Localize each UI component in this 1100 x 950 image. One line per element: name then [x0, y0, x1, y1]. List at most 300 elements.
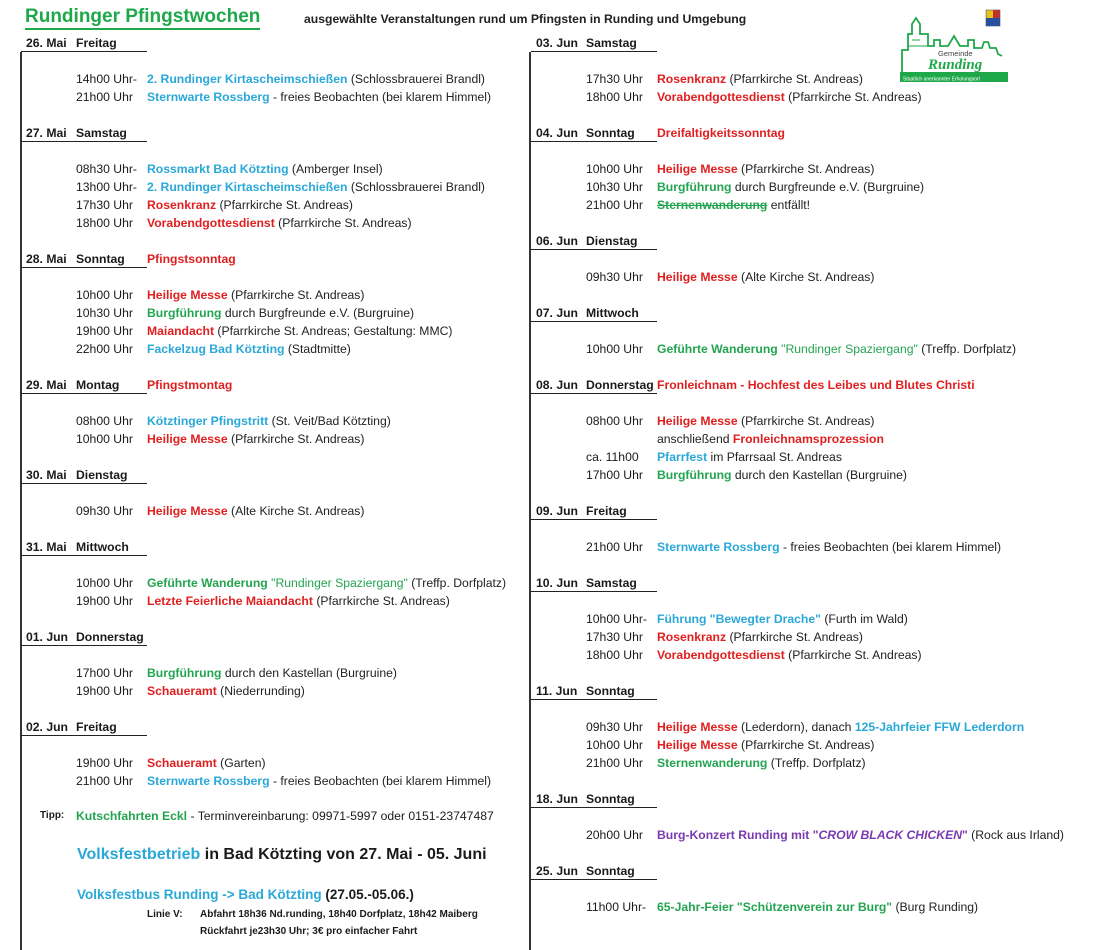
event-text-part: Vorabendgottesdienst: [657, 90, 785, 104]
event-row: [531, 448, 1091, 466]
spacer: [21, 646, 529, 664]
spacer: [531, 52, 1091, 70]
event-text-part: (Pfarrkirche St. Andreas): [784, 648, 922, 662]
event-text-part: (Alte Kirche St. Andreas): [227, 504, 365, 518]
event-text-part: 2. Rundinger Kirtascheimschießen: [147, 180, 348, 194]
event-row: [21, 178, 529, 196]
event-description: [147, 592, 450, 610]
day-header: [531, 790, 1091, 808]
spacer: [531, 484, 1091, 502]
event-description: [147, 286, 364, 304]
event-text-part: Heilige Messe: [147, 288, 228, 302]
spacer: [531, 142, 1091, 160]
volksfest-notice: [77, 846, 487, 864]
event-text-part: Sternwarte Rossberg: [147, 90, 270, 104]
bus-line-label: Linie V:: [147, 909, 183, 920]
spacer: [21, 394, 529, 412]
spacer: [21, 268, 529, 286]
event-row: [531, 610, 1091, 628]
day-date: 01. Jun: [26, 630, 68, 644]
event-description: [147, 754, 266, 772]
event-text-part: (Pfarrkirche St. Andreas): [312, 594, 450, 608]
event-row: [21, 304, 529, 322]
event-time: 08h00 Uhr: [76, 414, 133, 428]
event-text-part: (Pfarrkirche St. Andreas): [737, 162, 875, 176]
day-date: 10. Jun: [536, 576, 578, 590]
event-row: [531, 826, 1091, 844]
event-text-part: - freies Beobachten (bei klarem Himmel): [779, 540, 1002, 554]
event-text-part: Heilige Messe: [147, 504, 228, 518]
event-time: 18h00 Uhr: [76, 216, 133, 230]
spacer: [531, 592, 1091, 610]
day-date: 08. Jun: [536, 378, 578, 392]
event-description: [147, 772, 491, 790]
event-row: [21, 664, 529, 682]
event-time: 21h00 Uhr: [586, 540, 643, 554]
spacer: [531, 664, 1091, 682]
day-weekday: Samstag: [586, 36, 637, 50]
event-time: 10h00 Uhr: [586, 342, 643, 356]
event-text-part: Heilige Messe: [657, 162, 738, 176]
event-row: [21, 412, 529, 430]
event-time: 18h00 Uhr: [586, 648, 643, 662]
event-text-part: Burgführung: [657, 468, 732, 482]
event-text-part: CROW BLACK CHICKEN: [818, 828, 963, 842]
bus-departure: Abfahrt 18h36 Nd.runding, 18h40 Dorfplatz, 18h42 Maiberg: [200, 909, 478, 920]
day-header: [21, 466, 529, 484]
spacer: [21, 232, 529, 250]
spacer: [531, 844, 1091, 862]
day-date: 11. Jun: [536, 684, 578, 698]
spacer: [21, 106, 529, 124]
spacer: [531, 394, 1091, 412]
event-time: 10h00 Uhr: [76, 288, 133, 302]
event-time: 21h00 Uhr: [586, 198, 643, 212]
event-description: [147, 304, 414, 322]
event-time: 20h00 Uhr: [586, 828, 643, 842]
event-text-part: (Pfarrkirche St. Andreas): [737, 738, 875, 752]
day-header: [531, 502, 1091, 520]
event-text-part: (Pfarrkirche St. Andreas): [726, 630, 863, 644]
event-text-part: Fronleichnamsprozession: [732, 432, 884, 446]
tip-details: - Terminvereinbarung: 09971-5997 oder 0151-23747487: [187, 809, 494, 823]
page-title: Rundinger Pfingstwochen: [25, 6, 260, 30]
event-text-part: (Burg Runding): [892, 900, 979, 914]
event-description: [147, 70, 485, 88]
bus-return: Rückfahrt je23h30 Uhr; 3€ pro einfacher Fahrt: [200, 926, 418, 937]
event-row: [21, 430, 529, 448]
event-text-part: (Alte Kirche St. Andreas): [737, 270, 875, 284]
tip-highlight: Kutschfahrten Eckl: [76, 809, 188, 823]
event-row: [531, 412, 1091, 430]
day-weekday: Samstag: [586, 576, 637, 590]
day-weekday: Donnerstag: [76, 630, 144, 644]
event-row: [531, 538, 1091, 556]
event-text-part: (Treffp. Dorfplatz): [407, 576, 507, 590]
event-time: 10h00 Uhr: [76, 432, 133, 446]
day-date: 30. Mai: [26, 468, 67, 482]
event-text-part: Heilige Messe: [657, 738, 738, 752]
bus-dates: (27.05.-05.06.): [321, 887, 414, 902]
event-time: 13h00 Uhr-: [76, 180, 137, 194]
day-header: [531, 232, 1091, 250]
spacer: [21, 700, 529, 718]
event-time: 19h00 Uhr: [76, 756, 133, 770]
event-description: [657, 160, 874, 178]
event-time: 10h30 Uhr: [76, 306, 133, 320]
event-text-part: (Pfarrkirche St. Andreas): [216, 198, 353, 212]
event-row: [21, 88, 529, 106]
day-weekday: Dienstag: [76, 468, 128, 482]
spacer: [21, 520, 529, 538]
day-header: [21, 718, 529, 736]
day-weekday: Freitag: [76, 36, 117, 50]
day-date: 31. Mai: [26, 540, 67, 554]
page-subtitle: ausgewählte Veranstaltungen rund um Pfingsten in Runding und Umgebung: [304, 12, 747, 26]
event-text-part: "Rundinger Spaziergang": [267, 576, 408, 590]
event-text-part: Heilige Messe: [657, 414, 738, 428]
day-weekday: Sonntag: [586, 792, 635, 806]
event-text-part: (Garten): [216, 756, 266, 770]
event-description: [147, 214, 412, 232]
event-description: [657, 178, 924, 196]
event-description: [147, 502, 364, 520]
event-text-part: Rosenkranz: [657, 630, 727, 644]
event-description: [657, 268, 874, 286]
event-text-part: Heilige Messe: [657, 720, 738, 734]
event-description: [147, 160, 383, 178]
event-text-part: Rosenkranz: [657, 72, 727, 86]
day-feast-label: Pfingstmontag: [147, 378, 233, 392]
volksfest-highlight: Volksfestbetrieb: [77, 846, 201, 863]
event-text-part: 2. Rundinger Kirtascheimschießen: [147, 72, 348, 86]
event-text-part: (Pfarrkirche St. Andreas): [784, 90, 922, 104]
event-text-part: - freies Beobachten (bei klarem Himmel): [269, 774, 492, 788]
spacer: [531, 286, 1091, 304]
event-time: 09h30 Uhr: [76, 504, 133, 518]
event-description: [657, 466, 907, 484]
event-row: [531, 646, 1091, 664]
event-text-part: Sternwarte Rossberg: [657, 540, 780, 554]
spacer: [21, 556, 529, 574]
day-date: 06. Jun: [536, 234, 578, 248]
event-description: [657, 898, 978, 916]
spacer: [531, 358, 1091, 376]
day-header: [21, 628, 529, 646]
event-time: 08h00 Uhr: [586, 414, 643, 428]
event-description: [657, 610, 908, 628]
event-row: [21, 754, 529, 772]
event-time: 21h00 Uhr: [76, 90, 133, 104]
day-date: 04. Jun: [536, 126, 578, 140]
event-row: [531, 754, 1091, 772]
event-description: [657, 646, 922, 664]
event-description: [657, 430, 884, 448]
event-time: 17h00 Uhr: [586, 468, 643, 482]
event-description: [657, 196, 810, 214]
event-description: [657, 70, 863, 88]
spacer: [531, 250, 1091, 268]
spacer: [531, 880, 1091, 898]
day-date: 07. Jun: [536, 306, 578, 320]
event-text-part: Kötztinger Pfingstritt: [147, 414, 269, 428]
event-row: [21, 286, 529, 304]
event-row: [531, 736, 1091, 754]
event-time: 10h00 Uhr: [586, 738, 643, 752]
event-description: [147, 322, 452, 340]
event-description: [657, 628, 863, 646]
spacer: [531, 772, 1091, 790]
event-description: [147, 178, 485, 196]
day-date: 26. Mai: [26, 36, 67, 50]
event-row: [21, 574, 529, 592]
event-time: 18h00 Uhr: [586, 90, 643, 104]
event-row: [21, 592, 529, 610]
day-weekday: Mittwoch: [586, 306, 639, 320]
event-text-part: - freies Beobachten (bei klarem Himmel): [269, 90, 492, 104]
day-header: [531, 376, 1091, 394]
event-text-part: (St. Veit/Bad Kötzting): [268, 414, 391, 428]
event-time: 08h30 Uhr-: [76, 162, 137, 176]
svg-text:Staatlich anerkannter Erholung: Staatlich anerkannter Erholungsort: [903, 76, 980, 83]
event-time: 10h00 Uhr: [586, 162, 643, 176]
day-header: [21, 250, 529, 268]
event-text-part: Fackelzug Bad Kötzting: [147, 342, 285, 356]
event-description: [147, 340, 351, 358]
event-text-part: durch Burgfreunde e.V. (Burgruine): [221, 306, 415, 320]
bus-highlight: Volksfestbus Runding -> Bad Kötzting: [77, 887, 322, 902]
event-text-part: Heilige Messe: [657, 270, 738, 284]
event-text-part: durch den Kastellan (Burgruine): [221, 666, 397, 680]
event-row: [21, 772, 529, 790]
event-time: 17h00 Uhr: [76, 666, 133, 680]
spacer: [531, 808, 1091, 826]
event-row: [21, 160, 529, 178]
event-text-part: Letzte Feierliche Maiandacht: [147, 594, 313, 608]
event-text-part: Rossmarkt Bad Kötzting: [147, 162, 289, 176]
day-date: 03. Jun: [536, 36, 578, 50]
tip-text: [76, 807, 494, 825]
event-row: [531, 898, 1091, 916]
event-time: 10h00 Uhr: [76, 576, 133, 590]
event-text-part: ": [962, 828, 968, 842]
event-time: 09h30 Uhr: [586, 270, 643, 284]
event-text-part: (Treffp. Dorfplatz): [767, 756, 866, 770]
event-text-part: Sternenwanderung: [657, 198, 768, 212]
event-text-part: (Schlossbrauerei Brandl): [347, 72, 485, 86]
day-weekday: Sonntag: [586, 126, 635, 140]
event-text-part: "Rundinger Spaziergang": [777, 342, 918, 356]
event-text-part: durch den Kastellan (Burgruine): [731, 468, 907, 482]
event-row: [531, 196, 1091, 214]
event-text-part: Sternwarte Rossberg: [147, 774, 270, 788]
event-description: [657, 88, 922, 106]
day-header: [531, 124, 1091, 142]
spacer: [21, 484, 529, 502]
svg-text:Runding: Runding: [928, 57, 983, 73]
spacer: [531, 700, 1091, 718]
event-time: 21h00 Uhr: [586, 756, 643, 770]
event-text-part: Maiandacht: [147, 324, 215, 338]
day-date: 25. Jun: [536, 864, 578, 878]
event-description: [147, 412, 391, 430]
event-text-part: Rosenkranz: [147, 198, 217, 212]
event-description: [147, 430, 364, 448]
event-time: 19h00 Uhr: [76, 324, 133, 338]
event-row: [531, 88, 1091, 106]
day-header: [21, 124, 529, 142]
event-time: 21h00 Uhr: [76, 774, 133, 788]
day-date: 29. Mai: [26, 378, 67, 392]
event-text-part: (Stadtmitte): [284, 342, 351, 356]
event-description: [657, 826, 1064, 844]
event-text-part: Geführte Wanderung: [147, 576, 268, 590]
event-row: [531, 340, 1091, 358]
event-text-part: Heilige Messe: [147, 432, 228, 446]
day-header: [531, 34, 1091, 52]
event-time: 17h30 Uhr: [586, 630, 643, 644]
schedule-column-right: [531, 34, 1091, 916]
spacer: [21, 142, 529, 160]
event-time: 14h00 Uhr-: [76, 72, 137, 86]
day-header: [21, 34, 529, 52]
event-text-part: Geführte Wanderung: [657, 342, 778, 356]
event-row: [531, 268, 1091, 286]
event-text-part: (Lederdorn), danach: [737, 720, 855, 734]
day-header: [21, 538, 529, 556]
spacer: [21, 358, 529, 376]
day-date: 28. Mai: [26, 252, 67, 266]
day-date: 02. Jun: [26, 720, 68, 734]
spacer: [21, 448, 529, 466]
bus-notice: [77, 887, 414, 902]
event-description: [657, 718, 1024, 736]
event-text-part: (Amberger Insel): [288, 162, 383, 176]
event-description: [657, 754, 866, 772]
day-weekday: Mittwoch: [76, 540, 129, 554]
event-time: ca. 11h00: [586, 450, 639, 464]
event-text-part: im Pfarrsaal St. Andreas: [707, 450, 842, 464]
day-header: [21, 376, 529, 394]
event-text-part: Vorabendgottesdienst: [657, 648, 785, 662]
event-description: [657, 340, 1016, 358]
event-text-part: entfällt!: [767, 198, 811, 212]
event-text-part: (Treffp. Dorfplatz): [917, 342, 1017, 356]
event-text-part: Führung "Bewegter Drache": [657, 612, 821, 626]
event-text-part: Schaueramt: [147, 684, 217, 698]
event-text-part: (Pfarrkirche St. Andreas; Gestaltung: MMC): [214, 324, 453, 338]
day-header: [531, 304, 1091, 322]
event-description: [657, 736, 874, 754]
event-description: [147, 664, 397, 682]
spacer: [21, 52, 529, 70]
event-row: [21, 196, 529, 214]
event-text-part: Vorabendgottesdienst: [147, 216, 275, 230]
event-text-part: (Furth im Wald): [820, 612, 908, 626]
event-text-part: 65-Jahr-Feier "Schützenverein zur Burg": [657, 900, 893, 914]
day-weekday: Sonntag: [586, 864, 635, 878]
event-text-part: durch Burgfreunde e.V. (Burgruine): [731, 180, 925, 194]
spacer: [531, 520, 1091, 538]
spacer: [21, 736, 529, 754]
event-time: 22h00 Uhr: [76, 342, 133, 356]
event-description: [147, 682, 305, 700]
event-description: [147, 574, 506, 592]
event-text-part: (Pfarrkirche St. Andreas): [726, 72, 863, 86]
day-header: [531, 682, 1091, 700]
event-time: 11h00 Uhr-: [586, 900, 647, 914]
schedule-column-left: [21, 34, 529, 790]
event-description: [657, 538, 1001, 556]
event-row: [21, 214, 529, 232]
event-time: 17h30 Uhr: [586, 72, 643, 86]
day-weekday: Freitag: [76, 720, 117, 734]
spacer: [531, 106, 1091, 124]
spacer: [531, 214, 1091, 232]
event-time: 17h30 Uhr: [76, 198, 133, 212]
event-row: [531, 718, 1091, 736]
day-weekday: Freitag: [586, 504, 627, 518]
event-description: [657, 412, 874, 430]
event-row: [21, 322, 529, 340]
event-row: [531, 178, 1091, 196]
event-row: [531, 430, 1091, 448]
spacer: [531, 322, 1091, 340]
day-weekday: Samstag: [76, 126, 127, 140]
event-text-part: (Niederrunding): [216, 684, 305, 698]
event-text-part: Burg-Konzert Runding mit ": [657, 828, 819, 842]
event-text-part: Burgführung: [147, 306, 222, 320]
day-feast-label: Pfingstsonntag: [147, 252, 236, 266]
event-text-part: (Schlossbrauerei Brandl): [347, 180, 485, 194]
event-row: [21, 340, 529, 358]
event-text-part: Burgführung: [147, 666, 222, 680]
event-row: [531, 466, 1091, 484]
day-weekday: Sonntag: [76, 252, 125, 266]
event-time: 09h30 Uhr: [586, 720, 643, 734]
day-header: [531, 574, 1091, 592]
day-feast-label: Fronleichnam - Hochfest des Leibes und Blutes Christi: [657, 378, 975, 392]
day-date: 27. Mai: [26, 126, 67, 140]
event-time: 19h00 Uhr: [76, 594, 133, 608]
event-text-part: 125-Jahrfeier FFW Lederdorn: [854, 720, 1025, 734]
svg-text:Gemeinde: Gemeinde: [938, 49, 973, 58]
event-text-part: anschließend: [657, 432, 733, 446]
event-description: [657, 448, 842, 466]
event-row: [531, 160, 1091, 178]
day-weekday: Sonntag: [586, 684, 635, 698]
day-weekday: Donnerstag: [586, 378, 654, 392]
day-feast-label: Dreifaltigkeitssonntag: [657, 126, 785, 140]
event-text-part: (Pfarrkirche St. Andreas): [227, 432, 365, 446]
event-text-part: Burgführung: [657, 180, 732, 194]
day-header: [531, 862, 1091, 880]
spacer: [21, 610, 529, 628]
day-weekday: Dienstag: [586, 234, 638, 248]
event-text-part: (Pfarrkirche St. Andreas): [227, 288, 365, 302]
event-row: [21, 502, 529, 520]
event-row: [21, 70, 529, 88]
event-time: 19h00 Uhr: [76, 684, 133, 698]
volksfest-text: in Bad Kötzting von 27. Mai - 05. Juni: [200, 846, 487, 863]
spacer: [531, 556, 1091, 574]
event-text-part: Schaueramt: [147, 756, 217, 770]
event-row: [21, 682, 529, 700]
day-date: 09. Jun: [536, 504, 578, 518]
event-row: [531, 70, 1091, 88]
event-description: [147, 88, 491, 106]
event-text-part: (Pfarrkirche St. Andreas): [274, 216, 412, 230]
